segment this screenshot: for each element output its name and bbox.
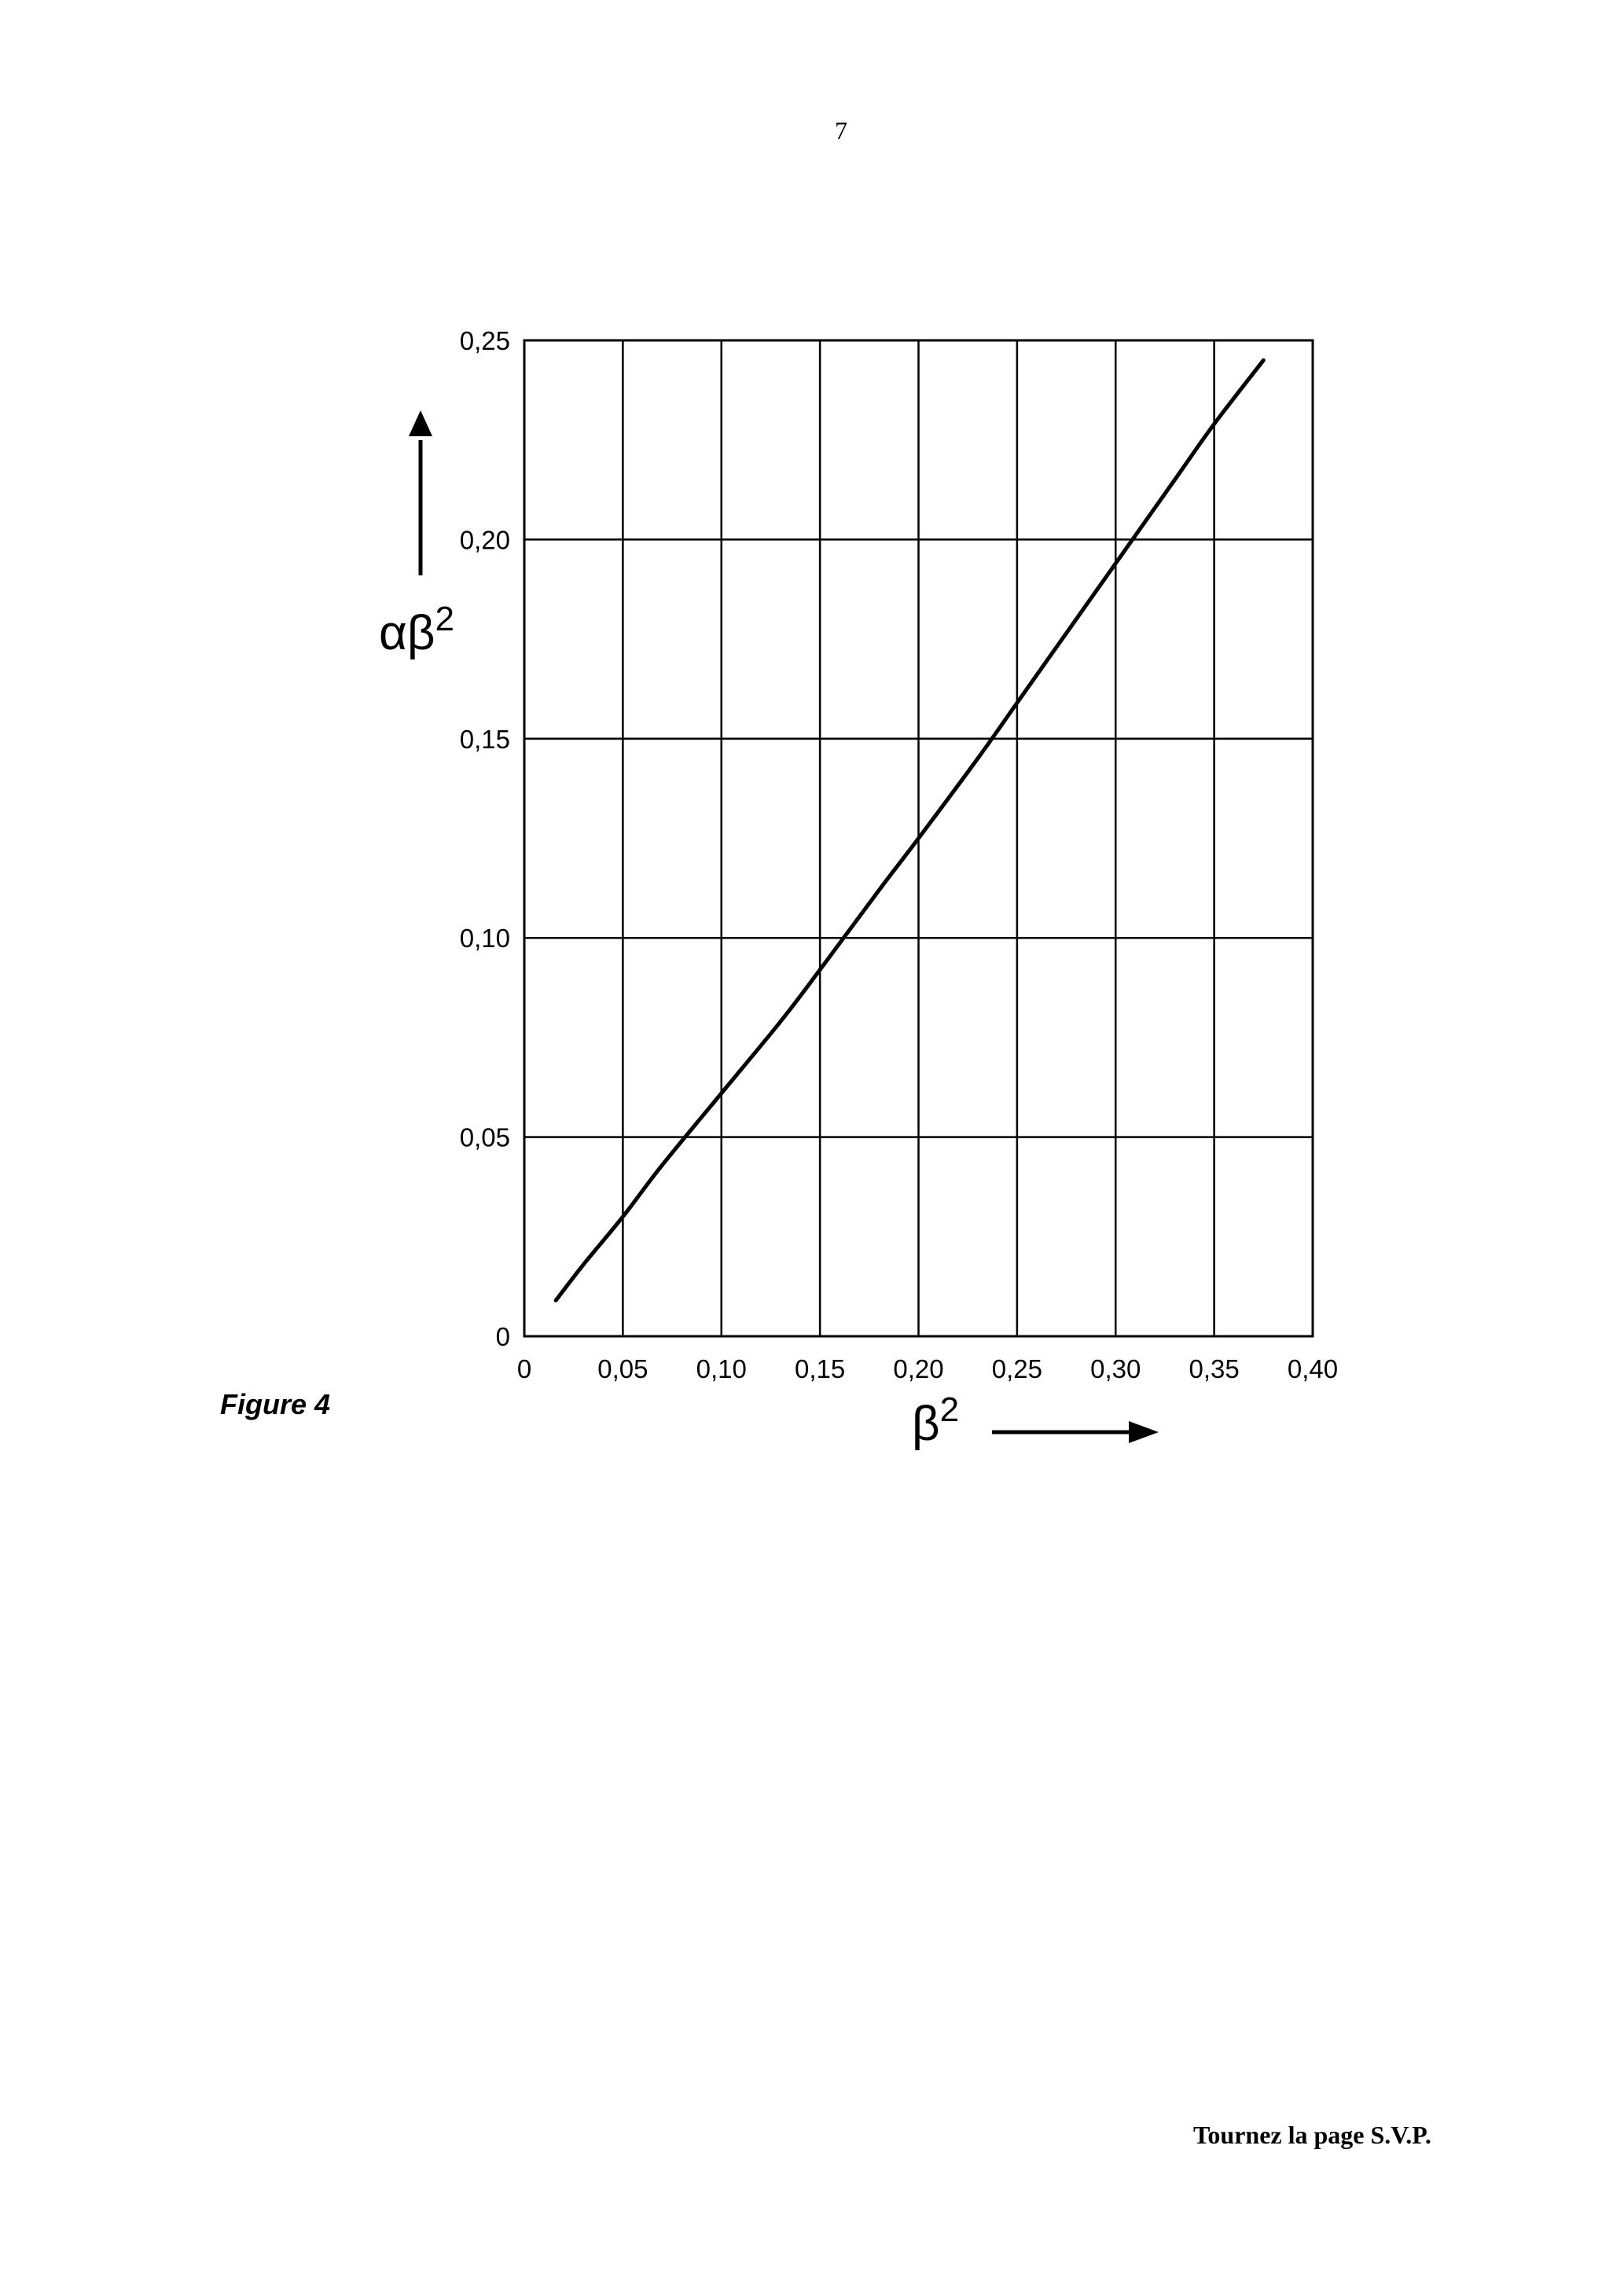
figure-label: Figure 4 (220, 1388, 331, 1420)
x-tick-label: 0,10 (696, 1354, 747, 1383)
x-tick-labels (517, 1354, 1338, 1383)
y-axis-label: $\alpha\beta^2$ (379, 600, 454, 660)
x-tick-label: 0,20 (893, 1354, 944, 1383)
x-axis-label: $\beta^2$ (912, 1390, 960, 1451)
x-tick-label: 0,15 (795, 1354, 846, 1383)
x-tick-label: 0 (516, 1354, 532, 1383)
footer-note: Tournez la page S.V.P. (1193, 2121, 1431, 2149)
y-tick-label: 0,05 (459, 1122, 510, 1152)
x-tick-label: 0,25 (991, 1354, 1042, 1383)
y-tick-label: 0,20 (459, 525, 510, 555)
y-tick-label: 0 (495, 1322, 510, 1351)
y-tick-label: 0,10 (459, 924, 510, 953)
series-line (556, 360, 1263, 1300)
y-tick-label: 0,15 (459, 724, 510, 754)
y-tick-labels (460, 326, 510, 1351)
x-tick-label: 0,35 (1189, 1354, 1240, 1383)
y-axis-arrow-head (409, 410, 432, 436)
page-number: 7 (835, 116, 847, 145)
x-tick-label: 0,05 (597, 1354, 648, 1383)
x-tick-label: 0,30 (1090, 1354, 1141, 1383)
y-tick-label: 0,25 (459, 326, 510, 355)
x-tick-label: 0,40 (1287, 1354, 1339, 1383)
x-axis-arrow-head (1129, 1421, 1159, 1443)
